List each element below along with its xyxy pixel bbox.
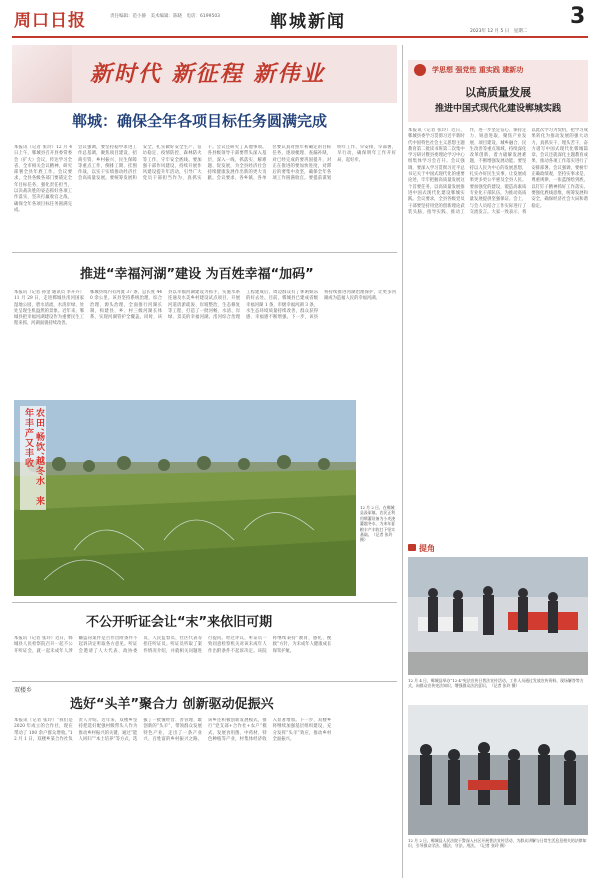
article1-title: 郸城：确保全年各项目标任务圆满完成 bbox=[72, 112, 328, 130]
slogan-banner bbox=[12, 45, 397, 103]
article2-body: 郸城县境内有河流 37 条，总长度 440 余公里。该县坚持系统治理、综合治理、源头治理，全面推行河湖长制，构建县、乡、村三级河湖长体系，实现河湖管护全覆盖。同时，该县以幸福河湖建设为抓手，实施水系连通及水美乡村建设试点项目，开展河道清淤疏浚、岸坡整治、生态修复等工程，打造了一批河畅、水清、岸绿、景美的幸福河湖。洺河综合治理工程建成后，周边群众有了休闲娱乐的好去处。目前，郸城县已建成省级幸福河湖 1 条，市级幸福河湖 3 条，水生态环境质量持续改善，群众获得感、幸福感不断增强。下一步，该县将持续推进河湖治理保护，让更多河湖成为造福人民的幸福河湖。 bbox=[90, 290, 396, 321]
article3-title: 不公开听证会让“末”来依旧可期 bbox=[86, 615, 273, 630]
tijiao-photo-2 bbox=[408, 705, 588, 835]
article1-lead: 本报讯（记者 张玲）12 月 4 日上午，郸城县召开县委常委会（扩大）会议，传达学习全省、全市相关会议精神，研究部署全县年底工作。会议要求，全县各级各部门要锚定全年目标任务，强化责任担当，以决战决胜的姿态抓好各项工作落实，坚决打赢收官之战，确保全年各项目标任务圆满完成。 bbox=[14, 145, 72, 213]
article3-body: 本报讯（记者 张玲）近日，郸城县人民检察院召开一起不公开听证会，就一起未成年人涉嫌盗窃案件是否作出附条件不起诉决定听取各方意见。听证会邀请了人大代表、政协委员、人民监督员、社区代表等担任听证员。听证员听取了案件情况介绍，并就相关问题进行提问。经过评议，听证员一致同意检察机关对该未成年人作出附条件不起诉决定。该院将继续秉持“教育、感化、挽救”方针，为未成年人健康成长保驾护航。 bbox=[14, 636, 332, 654]
article2-lead: 本报讯（记者 孙金 通讯员 李卉卉）11 月 29 日，走进郸城县洺河国家湿地公园，碧水清流，水清岸绿，处处呈现生机盎然的景象。近年来，郸城县把幸福河湖建设作为重要民生工程来抓，河湖面貌持续改善。 bbox=[14, 290, 84, 327]
article4-body: 本报讯（记者 张玲）“我们是 2020 年成立的合作社，现在带动了 100 余户群众增收。”12 月 1 日，双楼乡某合作社负责人介绍。近年来，双楼乡坚持把选好配强村级带头人作为推动乡村振兴的关键，通过“能人回归”“本土培养”等方式，选拔了一批懂经营、善管理、敢创新的“头羊”，带领群众发展特色产业，走出了一条产业兴、百姓富的乡村振兴之路。该乡还积极创新发展模式，推行“党支部+合作社+农户”模式，发展食用菌、中药材、特色种植等产业，村集体经济收入显著增加。下一步，双楼乡将继续加强基层组织建设，充分发挥“头羊”效应，推动乡村全面振兴。 bbox=[14, 718, 332, 742]
right-article-title1: 以高质量发展 bbox=[465, 86, 531, 99]
camera-icon bbox=[408, 544, 416, 551]
tijiao-header bbox=[408, 543, 588, 553]
article1-body: 会议强调，要坚持稳中求进工作总基调，聚焦项目建设、招商引资、乡村振兴、民生保障等重点工作，倒排工期、挂图作战，以实干实绩推动经济社会高质量发展。要统筹发展和安全，扎实做好安全生产、信访稳定、疫情防控、森林防火等工作，守牢安全底线。要加强干部作风建设，持续开展作风建设提升年活动，引导广大党员干部担当作为、真抓实干。会议还研究了其他事项。各县级领导干部要带头深入基层、深入一线，抓落实、解难题、促发展，为全县经济社会持续健康发展作出新的更大贡献。会议要求，各乡镇、各单位要认真对照年初确定的目标任务，逐项梳理、查漏补缺，对已经完成的要巩固提升，对正在推进的要加快进度，对滞后的要集中攻坚，确保全年各项工作圆满收官。要提前谋划明年工作，早安排、早部署、早行动，确保明年工作开好局、起好步。 bbox=[78, 145, 396, 182]
masthead-meta: 责任编辑：范小静 美术编辑：陈晓 电话：6199503 bbox=[110, 14, 221, 19]
divider bbox=[12, 252, 397, 253]
article4-title: 选好“头羊”聚合力 创新驱动促振兴 bbox=[70, 697, 274, 712]
photo-vertical-title: 农田‘畅饮’越冬水 来年丰产又丰收 bbox=[20, 406, 46, 510]
right-article-title2: 推进中国式现代化建设郸城实践 bbox=[434, 104, 561, 114]
column-divider bbox=[402, 45, 403, 878]
right-article-body: 本报讯（记者 张玲）近日，郸城县委学习贯彻习近平新时代中国特色社会主义思想主题教育第二批读书班第二次集中学习研讨暨县委理论学习中心组集体学习会召开。会议强调，要深入学习贯彻习近平总书记关于中国式现代化的重要论述，牢牢把握高质量发展这个首要任务，以高质量发展推进中国式现代化建设郸城实践。会议要求，全县各级党员干部要坚持用党的创新理论武装头脑、指导实践、推动工作，进一步坚定信心、保持定力、锐意进取，聚焦产业发展、项目建设、城乡融合、民生改善等重点领域，持续深化改革创新，着力破解发展难题，不断增强发展动能。要坚持以人民为中心的发展思想，扎实办好民生实事，让发展成果更多更公平惠及全县人民。要加强党的建设，锻造高素质专业化干部队伍，为推动高质量发展提供坚强保证。会上，与会人员结合工作实际进行了交流发言。大家一致表示，将以此次学习为契机，把学习成果转化为推动发展的强大动力，真抓实干、埋头苦干，奋力谱写中国式现代化郸城篇章。会议还就深化主题教育成果、推动各项工作落实进行了安排部署。会议强调，要树牢正确政绩观，坚持实事求是、尊重规律，一张蓝图绘到底，以钉钉子精神抓好工作落实。要强化底线思维，统筹发展和安全，确保经济社会大局和谐稳定。 bbox=[408, 128, 588, 215]
page-number: 3 bbox=[570, 4, 586, 29]
banner-slogan: 新时代 新征程 新伟业 bbox=[90, 61, 326, 87]
tijiao-photo-1 bbox=[408, 557, 588, 675]
tijiao-caption-1: 12 月 4 日，郸城县举办“12·4”宪法宣传日普法宣传活动，工作人员通过发放宣传资料、现场解答等方式，向群众宣传宪法知识，增强群众法治意识。（记者 张玲 摄） bbox=[408, 678, 584, 689]
party-emblem-icon bbox=[414, 64, 426, 76]
article2-title: 推进“幸福河湖”建设 为百姓幸福“加码” bbox=[80, 267, 314, 282]
photo-caption: 12 月 2 日，在郸城县汲冢镇，农民正利用喷灌设备为小麦浇灌越冬水，为来年夏粮丰产丰收打下坚实基础。（记者 张玲 摄） bbox=[360, 505, 396, 543]
right-header-slogan: 学思想 强党性 重实践 建新功 bbox=[432, 66, 524, 74]
farm-photo bbox=[14, 400, 356, 596]
right-header-panel bbox=[408, 60, 588, 122]
section-title: 郸城新闻 bbox=[270, 12, 346, 32]
tijiao-label: 提角 bbox=[419, 544, 435, 553]
divider bbox=[12, 602, 397, 603]
divider bbox=[12, 681, 397, 682]
masthead bbox=[0, 0, 600, 40]
article4-kicker: 双楼乡 bbox=[14, 687, 33, 694]
banner-decor-left bbox=[12, 45, 72, 103]
issue-date: 2023年 12 月 5 日 星期二 bbox=[470, 29, 528, 34]
farm-scene bbox=[14, 400, 356, 596]
newspaper-logo: 周口日报 bbox=[14, 11, 86, 31]
masthead-rule bbox=[12, 36, 588, 38]
tijiao-caption-2: 12 月 2 日，郸城县人民法院干警深入社区开展普法宣传活动，为群众讲解与日常生活息息相关的法律知识，引导群众学法、懂法、守法、用法。（记者 张玲 摄） bbox=[408, 838, 587, 849]
